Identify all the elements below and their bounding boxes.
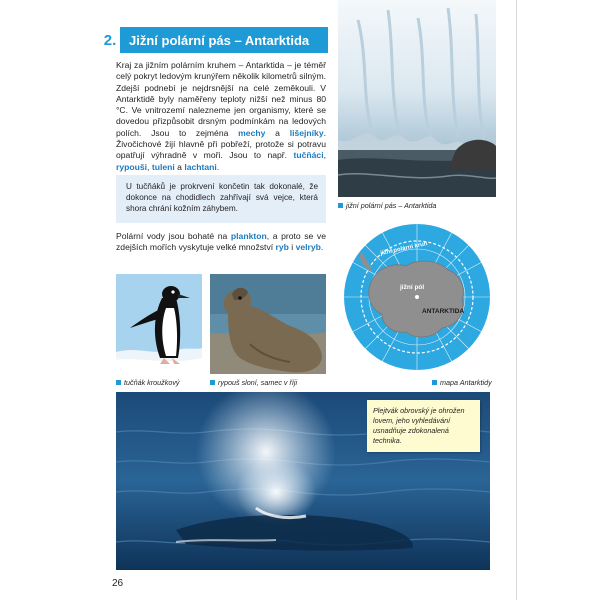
map-antarctica-label: ANTARKTIDA (422, 308, 465, 315)
caption-bullet (338, 203, 343, 208)
caption-seal (210, 378, 297, 387)
text-run: , (147, 161, 152, 172)
keyword-mosses: mechy (238, 127, 266, 138)
section-title: Jižní polární pás – Antarktida (129, 32, 310, 48)
keyword-penguins: tučňáci (293, 150, 324, 161)
text-run: Kraj za jižním polárním kruhem – Antarktida – je téměř celý pokryt ledovým krunýřem několik kilometrů silným. Zdejší podnebí je nejdrsnější na celé zeměkouli. V Antarktidě byly naměřeny teploty nižší než minus 80 °C. Ve vnitrozemí nalezneme jen organismy, které se dovedou přizpůsobit drsným podmínkám na ledových polích. Jsou to zejména (116, 60, 326, 138)
caption-seal-text: rypouš sloní, samec v říji (218, 378, 298, 387)
keyword-plankton: plankton (230, 231, 267, 241)
text-run: , (323, 150, 326, 161)
caption-map (432, 378, 492, 387)
elephant-seal-photo (210, 274, 326, 374)
caption-bullet (116, 380, 121, 385)
text-run: i (288, 242, 296, 253)
keyword-sea-lions: lachtani (184, 161, 217, 172)
text-run: . (320, 242, 324, 253)
whale-info-text: Plejtvák obrovský je ohrožen lovem, jeho vyhledávání usnadňuje zdokonalená technika. (373, 406, 465, 445)
caption-map-text: mapa Antarktidy (440, 378, 492, 387)
keyword-elephant-seals: rypouši (116, 161, 148, 172)
text-run: , a proto se ve zdejších mořích vyskytuje velké množství (116, 231, 326, 253)
plankton-paragraph (116, 231, 326, 254)
caption-bullet (210, 380, 215, 385)
map-south-pole-label: jižní pól (400, 284, 425, 291)
keyword-fish: ryb (275, 242, 289, 253)
caption-ice (338, 201, 436, 210)
keyword-lichens: lišejníky (289, 127, 324, 138)
page-edge-line (516, 0, 517, 600)
page-number: 26 (112, 578, 124, 589)
penguin-fact-text: U tučňáků je prokrvení končetin tak dokonalé, že dokonce na chodidlech zahřívají svá vejce, která shora chrání kožním záhybem. (126, 182, 318, 213)
keyword-seals: tuleni (151, 161, 175, 172)
text-run: Polární vody jsou bohaté na (116, 231, 231, 241)
text-run: . Živočichové žijí hlavně při pobřeží, protože si potravu opatřují výhradně v moři. Jsou to např. (116, 127, 326, 161)
text-run: a (174, 161, 185, 172)
map-polar-circle-label: jižní polární kruh (379, 241, 429, 257)
caption-bullet (432, 380, 437, 385)
penguin-photo (116, 274, 202, 374)
penguin-fact-box (116, 175, 326, 223)
section-number: 2. (100, 27, 122, 53)
text-run: . (216, 161, 220, 172)
caption-ice-text: jižní polární pás – Antarktida (346, 201, 437, 210)
ice-cliff-photo (338, 0, 496, 197)
whale-info-note (367, 400, 480, 452)
caption-penguin-text: tučňák kroužkový (124, 378, 180, 387)
antarctica-map (342, 222, 492, 372)
caption-penguin (116, 378, 180, 387)
main-paragraph (116, 60, 326, 173)
keyword-whales: velryb (295, 242, 321, 253)
section-heading (100, 27, 328, 53)
text-run: a (265, 127, 290, 138)
